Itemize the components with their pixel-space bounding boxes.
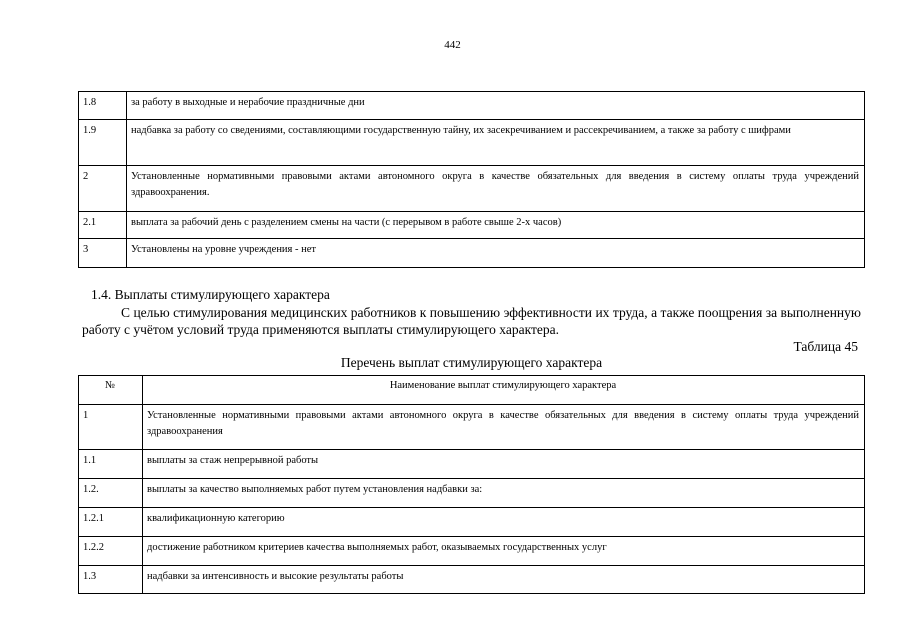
table-row [79,239,865,268]
table-row [79,479,865,508]
table-row [79,450,865,479]
table-row [79,508,865,537]
row-text: достижение работником критериев качества выполняемых работ, оказываемых государственных услуг [143,537,865,566]
table-row [79,405,865,450]
section-paragraph: С целью стимулирования медицинских работников к повышению эффективности их труда, а также поощрения за выполненную работу с учётом условий труда применяются выплаты стимулирующего характера. [82,305,861,337]
table-row [79,120,865,166]
row-number: 2 [79,166,127,212]
table-header-row [79,376,865,405]
header-name: Наименование выплат стимулирующего характера [143,376,865,405]
row-number: 2.1 [79,212,127,239]
table-row [79,212,865,239]
row-text: выплаты за стаж непрерывной работы [143,450,865,479]
row-number: 1.8 [79,92,127,120]
table-row [79,92,865,120]
row-text: выплаты за качество выполняемых работ путем установления надбавки за: [143,479,865,508]
page-number: 442 [444,39,461,51]
row-text: Установленные нормативными правовыми актами автономного округа в качестве обязательных для введения в систему оплаты труда учреждений здравоохранения. [127,166,865,212]
section-title: 1.4. Выплаты стимулирующего характера [91,287,330,302]
row-number: 3 [79,239,127,268]
header-number: № [79,376,143,405]
payments-table-continued [78,91,865,268]
row-number: 1.2. [79,479,143,508]
incentive-payments-table [78,375,865,594]
row-text: надбавки за интенсивность и высокие результаты работы [143,566,865,594]
row-number: 1 [79,405,143,450]
row-text: за работу в выходные и нерабочие праздничные дни [127,92,865,120]
row-number: 1.2.1 [79,508,143,537]
row-number: 1.1 [79,450,143,479]
row-number: 1.2.2 [79,537,143,566]
table-label: Таблица 45 [793,339,858,354]
table-row [79,166,865,212]
row-text: выплата за рабочий день с разделением смены на части (с перерывом в работе свыше 2-х часов) [127,212,865,239]
row-text: надбавка за работу со сведениями, составляющими государственную тайну, их засекречиванием и рассекречиванием, а также за работу с шифрами [127,120,865,166]
table-row [79,566,865,594]
row-number: 1.3 [79,566,143,594]
row-text: Установлены на уровне учреждения - нет [127,239,865,268]
table-title: Перечень выплат стимулирующего характера [340,355,603,370]
row-number: 1.9 [79,120,127,166]
table-row [79,537,865,566]
row-text: Установленные нормативными правовыми актами автономного округа в качестве обязательных для введения в систему оплаты труда учреждений здравоохранения [143,405,865,450]
row-text: квалификационную категорию [143,508,865,537]
